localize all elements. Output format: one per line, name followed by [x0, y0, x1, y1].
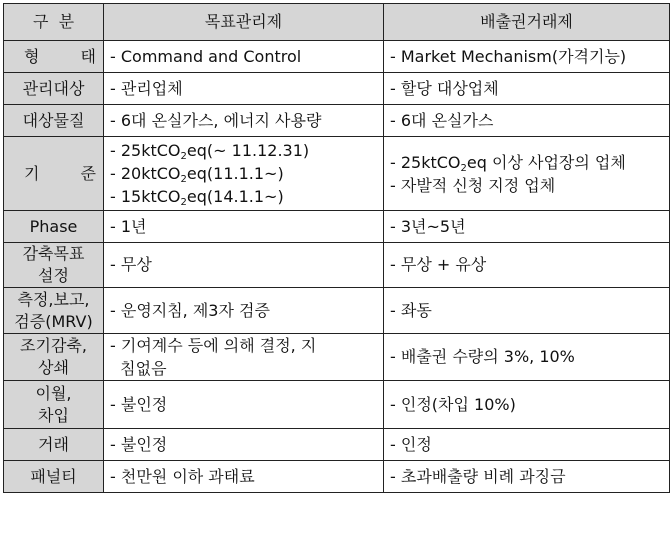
cell-target-management: - Command and Control: [104, 41, 384, 73]
table-row: [4, 211, 670, 243]
table-row: [4, 429, 670, 461]
cell-target-management: - 운영지침, 제3자 검증: [104, 288, 384, 334]
comparison-table: [3, 3, 670, 493]
cell-emissions-trading: - 무상 + 유상: [384, 243, 670, 288]
row-label: 측정,보고, 검증(MRV): [4, 288, 104, 334]
row-label: 거래: [4, 429, 104, 461]
table-row: [4, 381, 670, 429]
cell-emissions-trading: - 할당 대상업체: [384, 73, 670, 105]
table-row: [4, 41, 670, 73]
row-label: 조기감축, 상쇄: [4, 334, 104, 381]
row-label: 관리대상: [4, 73, 104, 105]
cell-emissions-trading: - 초과배출량 비례 과징금: [384, 461, 670, 493]
cell-emissions-trading: - 배출권 수량의 3%, 10%: [384, 334, 670, 381]
cell-emissions-trading: - 인정: [384, 429, 670, 461]
table-row: [4, 137, 670, 211]
row-label: 기 준: [4, 137, 104, 211]
cell-target-management: - 관리업체: [104, 73, 384, 105]
header-emissions-trading: 배출권거래제: [384, 4, 670, 41]
table-row: [4, 243, 670, 288]
cell-target-management: - 무상: [104, 243, 384, 288]
cell-target-management: - 불인정: [104, 381, 384, 429]
table-header-row: [4, 4, 670, 41]
cell-emissions-trading: - 인정(차입 10%): [384, 381, 670, 429]
header-category: 구 분: [4, 4, 104, 41]
cell-emissions-trading: - 6대 온실가스: [384, 105, 670, 137]
table-row: [4, 73, 670, 105]
table-body: [4, 41, 670, 493]
cell-emissions-trading: - 25ktCO$_2$eq 이상 사업장의 업체 - 자발적 신청 지정 업체: [384, 137, 670, 211]
table-row: [4, 334, 670, 381]
table-row: [4, 461, 670, 493]
row-label: Phase: [4, 211, 104, 243]
row-label: 대상물질: [4, 105, 104, 137]
cell-target-management: - 기여계수 등에 의해 결정, 지 침없음: [104, 334, 384, 381]
cell-target-management: - 불인정: [104, 429, 384, 461]
row-label: 감축목표 설정: [4, 243, 104, 288]
row-label: 형 태: [4, 41, 104, 73]
header-target-management: 목표관리제: [104, 4, 384, 41]
cell-target-management: - 6대 온실가스, 에너지 사용량: [104, 105, 384, 137]
table-row: [4, 105, 670, 137]
cell-emissions-trading: - Market Mechanism(가격기능): [384, 41, 670, 73]
cell-target-management: - 천만원 이하 과태료: [104, 461, 384, 493]
table-row: [4, 288, 670, 334]
cell-emissions-trading: - 좌동: [384, 288, 670, 334]
row-label: 이월, 차입: [4, 381, 104, 429]
cell-emissions-trading: - 3년~5년: [384, 211, 670, 243]
row-label: 패널티: [4, 461, 104, 493]
cell-target-management: - 25ktCO$_2$eq(~ 11.12.31) - 20ktCO$_2$eq(11.1.1~) - 15ktCO$_2$eq(14.1.1~): [104, 137, 384, 211]
cell-target-management: - 1년: [104, 211, 384, 243]
